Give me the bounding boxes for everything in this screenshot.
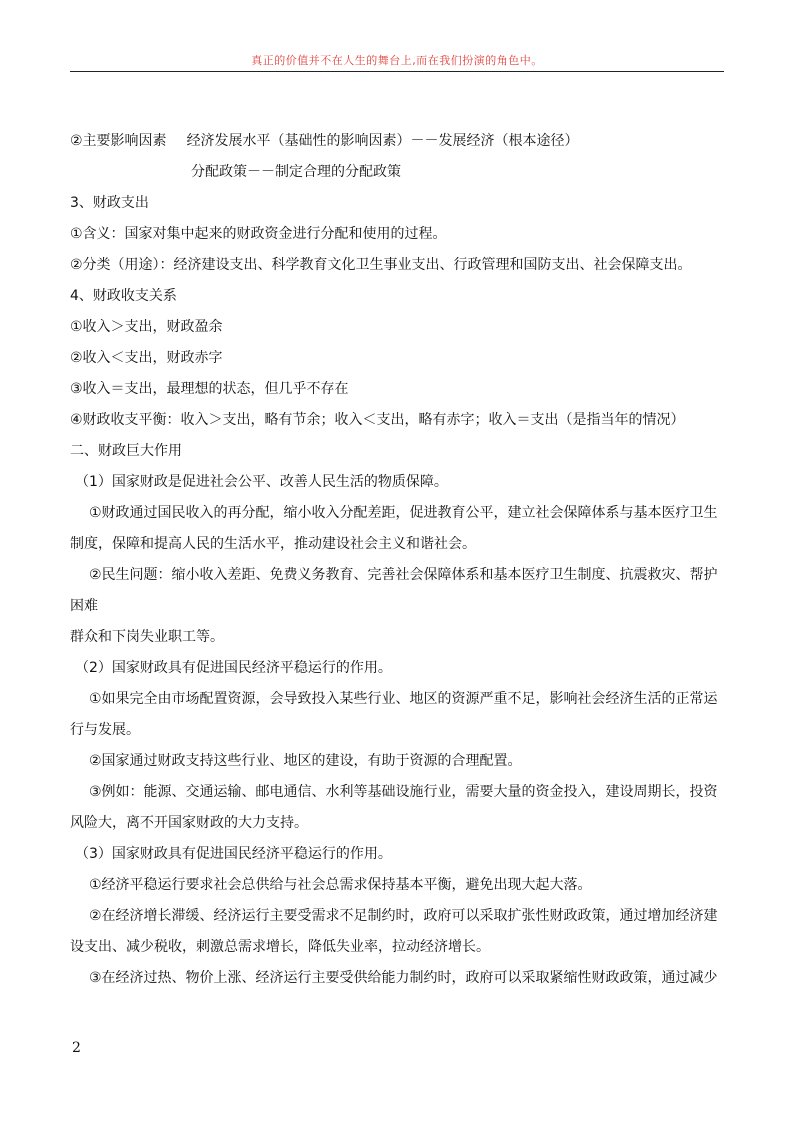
text-line: 风险大，离不开国家财政的大力支持。 [70,815,308,831]
header-divider [70,71,724,72]
term-label: ②主要影响因素 [70,133,167,149]
text-line: 制度，保障和提高人民的生活水平，推动建设社会主义和谐社会。 [70,536,476,552]
text-line: ②民生问题：缩小收入差距、免费义务教育、完善社会保障体系和基本医疗卫生制度、抗震救灾、帮护 [89,567,718,583]
text-line: ①财政通过国民收入的再分配，缩小收入分配差距，促进教育公平，建立社会保障体系与基本医疗卫生 [89,505,718,521]
text-line: 分配政策－－制定合理的分配政策 [191,164,401,180]
text-line: ②分类（用途）：经济建设支出、科学教育文化卫生事业支出、行政管理和国防支出、社会保障支出。 [70,257,692,273]
page-header-quote: 真正的价值并不在人生的舞台上,而在我们扮演的角色中。 [251,54,543,67]
document-body [70,126,730,994]
term-content: 经济发展水平（基础性的影响因素）－－发展经济（根本途径） [186,133,579,149]
section-heading: 3、财政支出 [70,195,149,211]
text-line: 困难 [70,598,98,614]
text-line: ②收入＜支出，财政赤字 [70,350,223,366]
section-heading: 4、财政收支关系 [70,288,177,304]
text-line: ③例如：能源、交通运输、邮电通信、水利等基础设施行业，需要大量的资金投入，建设周期长，投资 [89,784,718,800]
text-line: ①收入＞支出，财政盈余 [70,319,223,335]
text-line: ②国家通过财政支持这些行业、地区的建设，有助于资源的合理配置。 [89,753,522,769]
text-line: ④财政收支平衡：收入＞支出，略有节余；收入＜支出，略有赤字；收入＝支出（是指当年的情况） [70,412,685,428]
subsection-heading: （3）国家财政具有促进国民经济平稳运行的作用。 [75,846,392,862]
text-line: ③收入＝支出，最理想的状态，但几乎不存在 [70,381,349,397]
text-line: ①如果完全由市场配置资源，会导致投入某些行业、地区的资源严重不足，影响社会经济生活的正常运 [89,691,718,707]
page-number: 2 [72,1040,81,1056]
text-line: 群众和下岗失业职工等。 [70,629,224,645]
text-line: 设支出、减少税收，刺激总需求增长，降低失业率，拉动经济增长。 [70,939,490,955]
text-line: ①经济平稳运行要求社会总供给与社会总需求保持基本平衡，避免出现大起大落。 [89,877,592,893]
subsection-heading: （2）国家财政具有促进国民经济平稳运行的作用。 [75,660,392,676]
subsection-heading: （1）国家财政是促进社会公平、改善人民生活的物质保障。 [75,474,448,490]
text-line: 行与发展。 [70,722,140,738]
text-line [70,126,730,157]
text-line: ③在经济过热、物价上涨、经济运行主要受供给能力制约时，政府可以采取紧缩性财政政策，通过减少 [89,970,718,986]
text-line: ①含义：国家对集中起来的财政资金进行分配和使用的过程。 [70,226,447,242]
section-heading: 二、财政巨大作用 [70,443,182,459]
text-line: ②在经济增长滞缓、经济运行主要受需求不足制约时，政府可以采取扩张性财政政策，通过增加经济建 [89,908,718,924]
